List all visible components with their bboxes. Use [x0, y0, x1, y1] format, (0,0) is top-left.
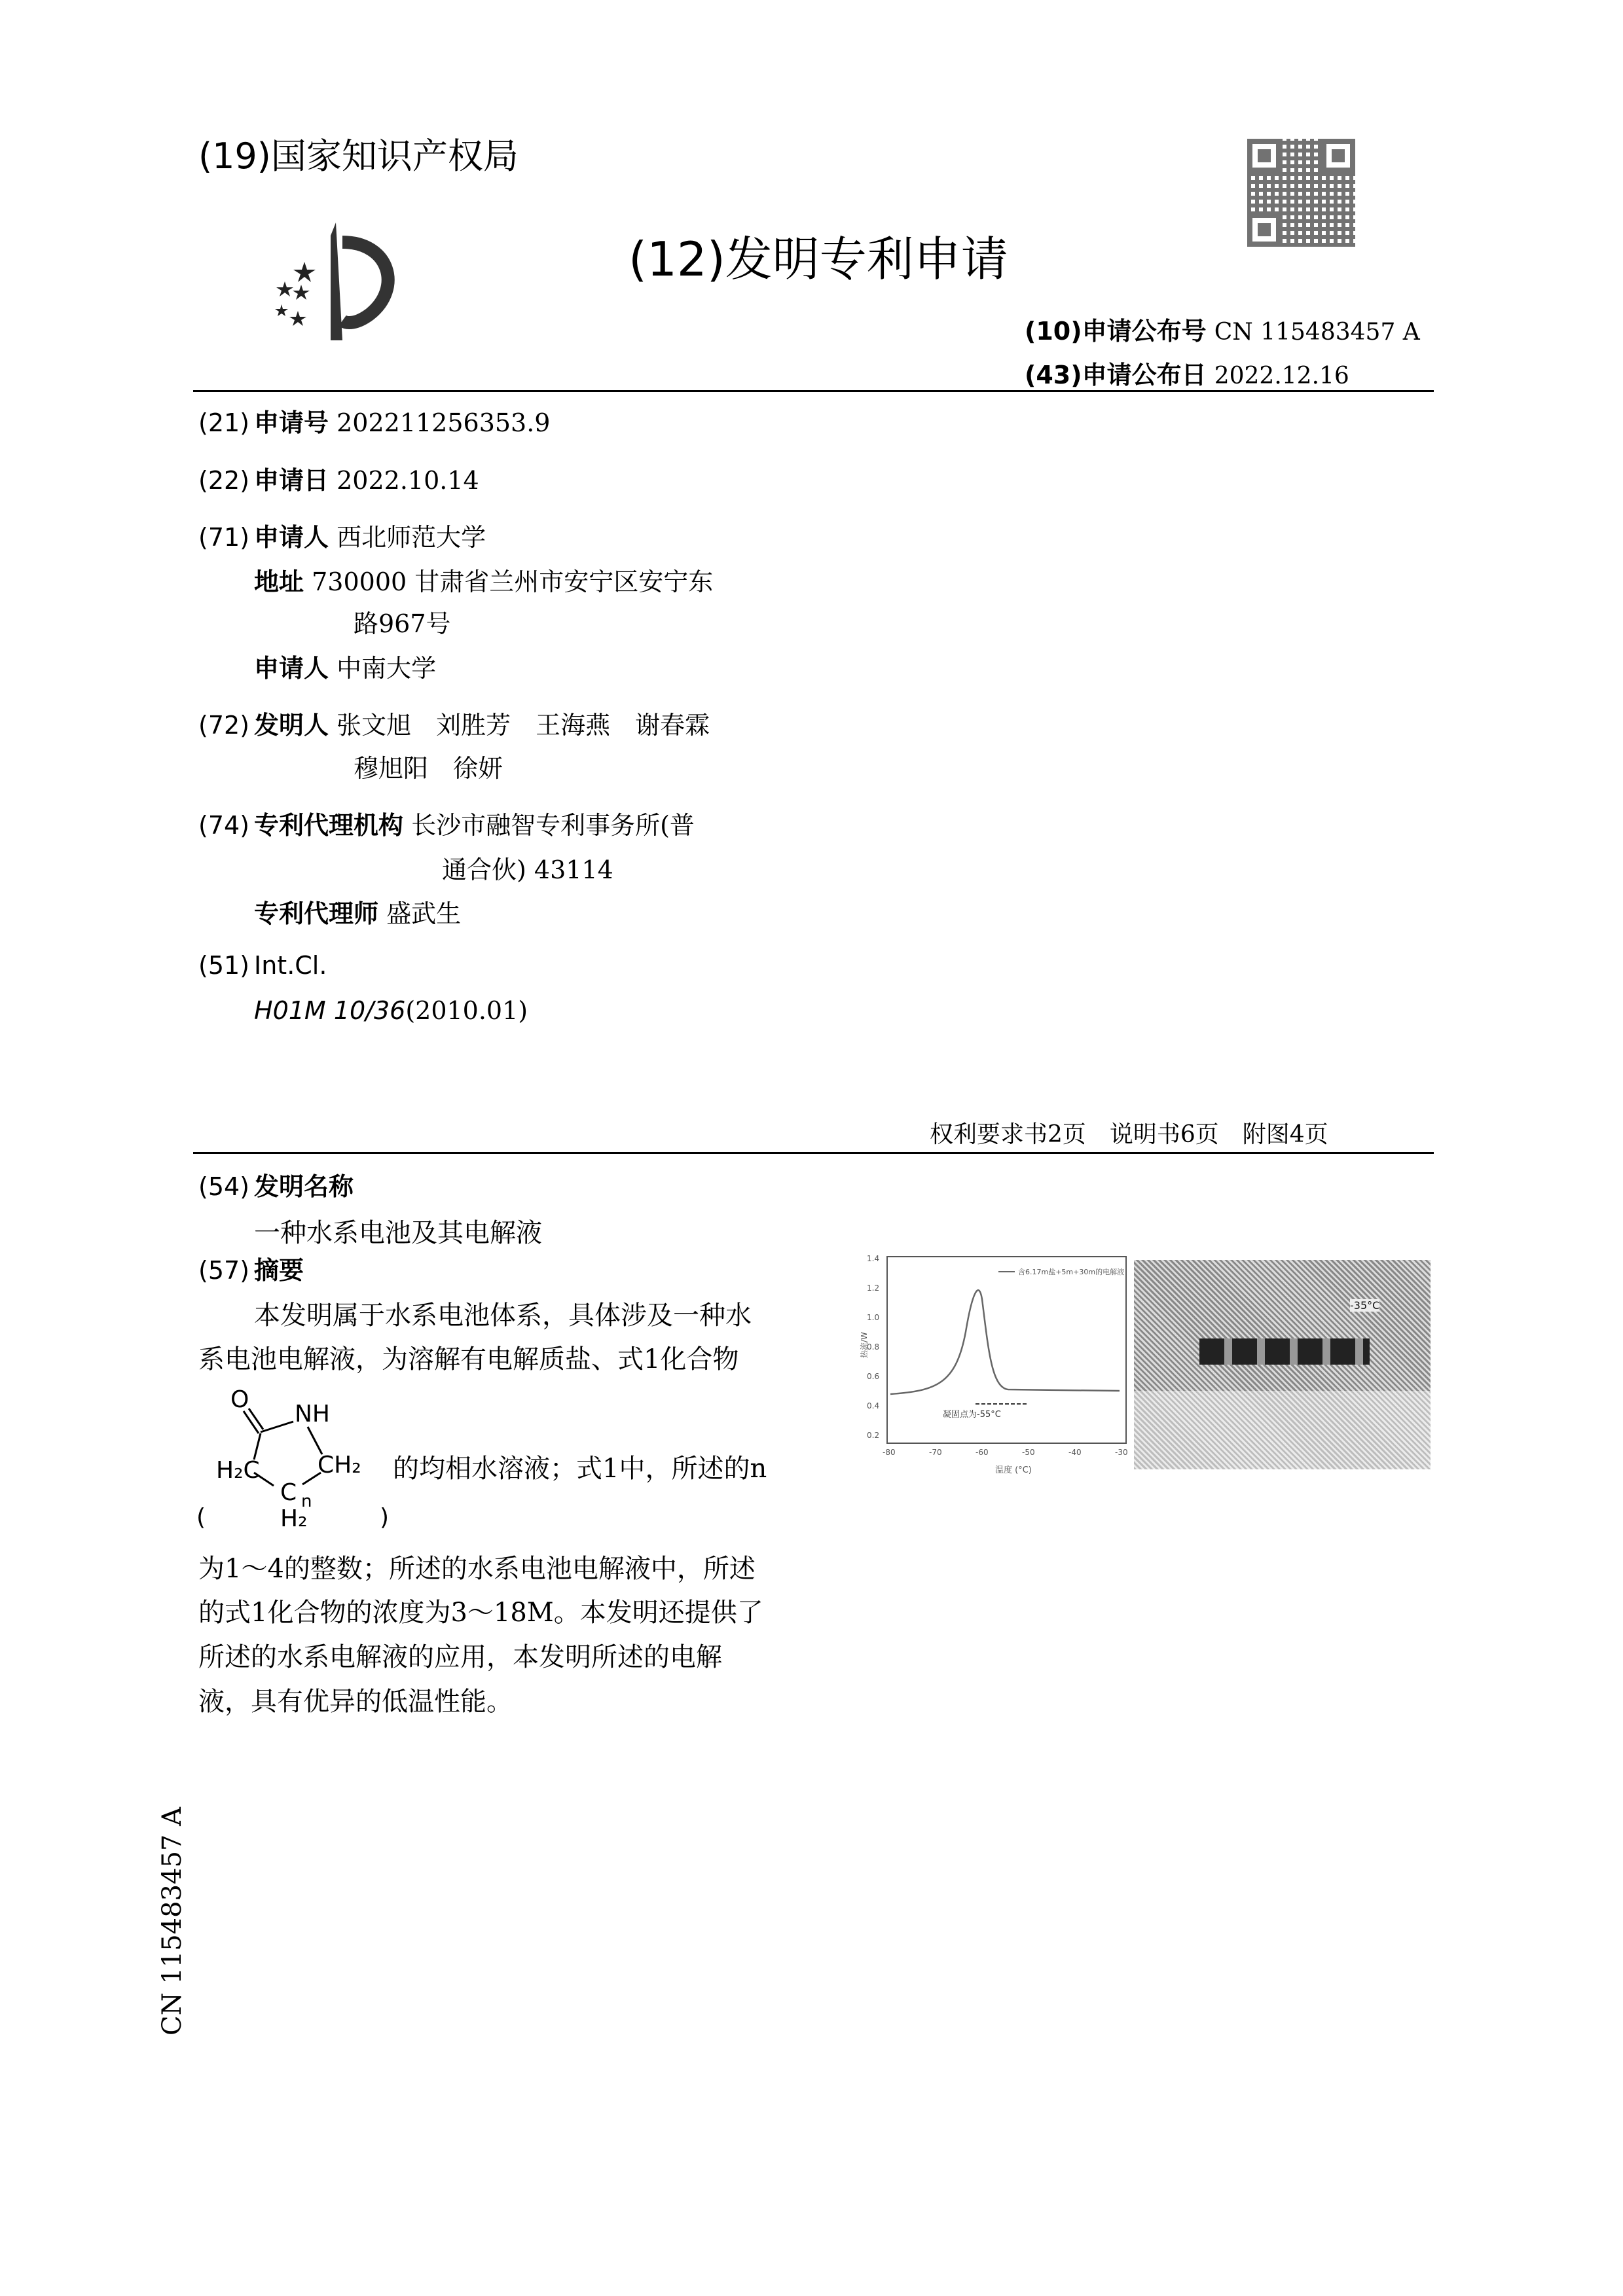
chart-xtick: -30	[1115, 1448, 1128, 1457]
field-label: 申请号	[254, 408, 329, 437]
inventors-line2: 穆旭阳 徐妍	[354, 754, 503, 783]
field-code: (74)	[198, 811, 250, 840]
field-code: (51)	[198, 951, 250, 980]
field-code: (54)	[198, 1172, 250, 1201]
document-type: (12)发明专利申请	[629, 232, 1008, 287]
agency-field	[198, 805, 695, 841]
chart-ytick: 0.6	[867, 1372, 880, 1381]
ipc-class-row	[254, 996, 528, 1025]
photo-surface	[1134, 1391, 1431, 1469]
field-code: (22)	[198, 466, 250, 495]
field-label: Int.Cl.	[254, 951, 327, 980]
formula-h2: H₂	[280, 1505, 308, 1532]
publication-number: CN 115483457 A	[1214, 319, 1420, 346]
field-label: 摘要	[254, 1256, 304, 1285]
abstract-line: 系电池电解液，为溶解有电解质盐、式1化合物	[198, 1344, 739, 1374]
application-date-field	[198, 460, 479, 496]
chemical-structure	[196, 1381, 393, 1532]
chart-xtick: -60	[976, 1448, 989, 1457]
vial-row	[1199, 1338, 1370, 1365]
chart-ylabel: 热流/W	[860, 1332, 869, 1358]
chart-ytick: 0.2	[867, 1431, 880, 1440]
issuing-office: (19)国家知识产权局	[198, 135, 519, 177]
abstract-line: 液，具有优异的低温性能。	[198, 1687, 513, 1717]
inventors-line1: 张文旭 刘胜芳 王海燕 谢春霖	[337, 711, 710, 740]
chart-ytick: 1.4	[867, 1254, 880, 1263]
abstract-line: 的式1化合物的浓度为3～18M。本发明还提供了	[198, 1598, 763, 1628]
chart-ytick: 1.0	[867, 1313, 880, 1322]
formula-n: n	[301, 1492, 312, 1511]
photo-label: -35°C	[1350, 1299, 1380, 1312]
title-heading	[198, 1166, 354, 1202]
field-code: (57)	[198, 1256, 250, 1285]
abstract-heading	[198, 1250, 304, 1286]
formula-ch2: CH₂	[318, 1452, 361, 1479]
chart-xlabel: 温度 (°C)	[995, 1465, 1032, 1475]
abstract-line: 的均相水溶液；式1中，所述的n	[393, 1454, 767, 1484]
applicant2-name: 中南大学	[337, 654, 437, 683]
chart-annotation: 凝固点为-55°C	[943, 1410, 1001, 1420]
field-label: 申请人	[254, 654, 329, 683]
publication-date: 2022.12.16	[1214, 363, 1349, 389]
abstract-line: 为1～4的整数；所述的水系电池电解液中，所述	[198, 1554, 756, 1584]
chart-xtick: -80	[883, 1448, 896, 1457]
agency-line2: 通合伙) 43114	[442, 855, 613, 884]
ipc-class: H01M 10/36	[254, 996, 406, 1025]
field-code: (72)	[198, 711, 250, 740]
abstract-line: 本发明属于水系电池体系，具体涉及一种水	[254, 1300, 752, 1331]
applicant-field	[198, 517, 486, 553]
formula-paren-right: )	[380, 1504, 390, 1531]
formula-oxygen: O	[230, 1386, 249, 1413]
agent-name: 盛武生	[386, 899, 462, 928]
chart-legend: 含6.17m盐+5m+30m的电解液	[1018, 1268, 1125, 1276]
field-label: 专利代理机构	[254, 811, 404, 840]
invention-title: 一种水系电池及其电解液	[254, 1218, 542, 1248]
formula-c: C	[280, 1479, 297, 1506]
cnipa-logo	[265, 216, 429, 347]
abstract-line: 所述的水系电解液的应用，本发明所述的电解	[198, 1642, 722, 1672]
chart-xtick: -70	[929, 1448, 942, 1457]
field-label: 专利代理师	[254, 899, 379, 928]
chart-ytick: 0.4	[867, 1401, 880, 1410]
formula-h2c: H₂C	[216, 1457, 260, 1484]
page-counts: 权利要求书2页 说明书6页 附图4页	[930, 1121, 1328, 1148]
field-label: 发明人	[254, 711, 329, 740]
formula-nh: NH	[295, 1401, 330, 1427]
agent-field	[254, 893, 461, 929]
field-label: 申请日	[254, 466, 329, 495]
chart-ytick: 1.2	[867, 1283, 880, 1293]
chart-ytick: 0.8	[867, 1342, 880, 1352]
field-label: 发明名称	[254, 1172, 354, 1201]
chart-xtick: -50	[1022, 1448, 1035, 1457]
sample-photo	[1134, 1260, 1431, 1469]
address-field	[254, 562, 713, 598]
chart-xtick: -40	[1068, 1448, 1082, 1457]
dsc-chart	[858, 1253, 1133, 1476]
applicant2-field	[254, 648, 436, 684]
address-line2: 路967号	[354, 609, 451, 638]
section-rule	[193, 1152, 1434, 1154]
publication-number-row	[1025, 311, 1420, 347]
header-rule	[193, 390, 1434, 392]
application-date: 2022.10.14	[337, 466, 479, 495]
field-label: 地址	[254, 567, 304, 596]
qr-code	[1247, 139, 1355, 247]
ipc-field	[198, 951, 327, 980]
field-label: 申请人	[254, 523, 329, 552]
field-code: (21)	[198, 408, 250, 437]
publication-date-row	[1025, 355, 1349, 391]
publication-number-label: (10)申请公布号	[1025, 317, 1207, 346]
applicant-name: 西北师范大学	[337, 523, 486, 552]
field-code: (71)	[198, 523, 250, 552]
application-number-field	[198, 403, 551, 439]
ipc-version: (2010.01)	[405, 996, 528, 1025]
agency-line1: 长沙市融智专利事务所(普	[411, 811, 695, 840]
side-publication-number: CN 115483457 A	[157, 1807, 187, 2036]
publication-date-label: (43)申请公布日	[1025, 361, 1207, 389]
formula-paren-left: (	[196, 1504, 206, 1531]
address-line1: 730000 甘肃省兰州市安宁区安宁东	[312, 567, 714, 596]
application-number: 202211256353.9	[337, 408, 551, 437]
inventors-field	[198, 705, 710, 741]
